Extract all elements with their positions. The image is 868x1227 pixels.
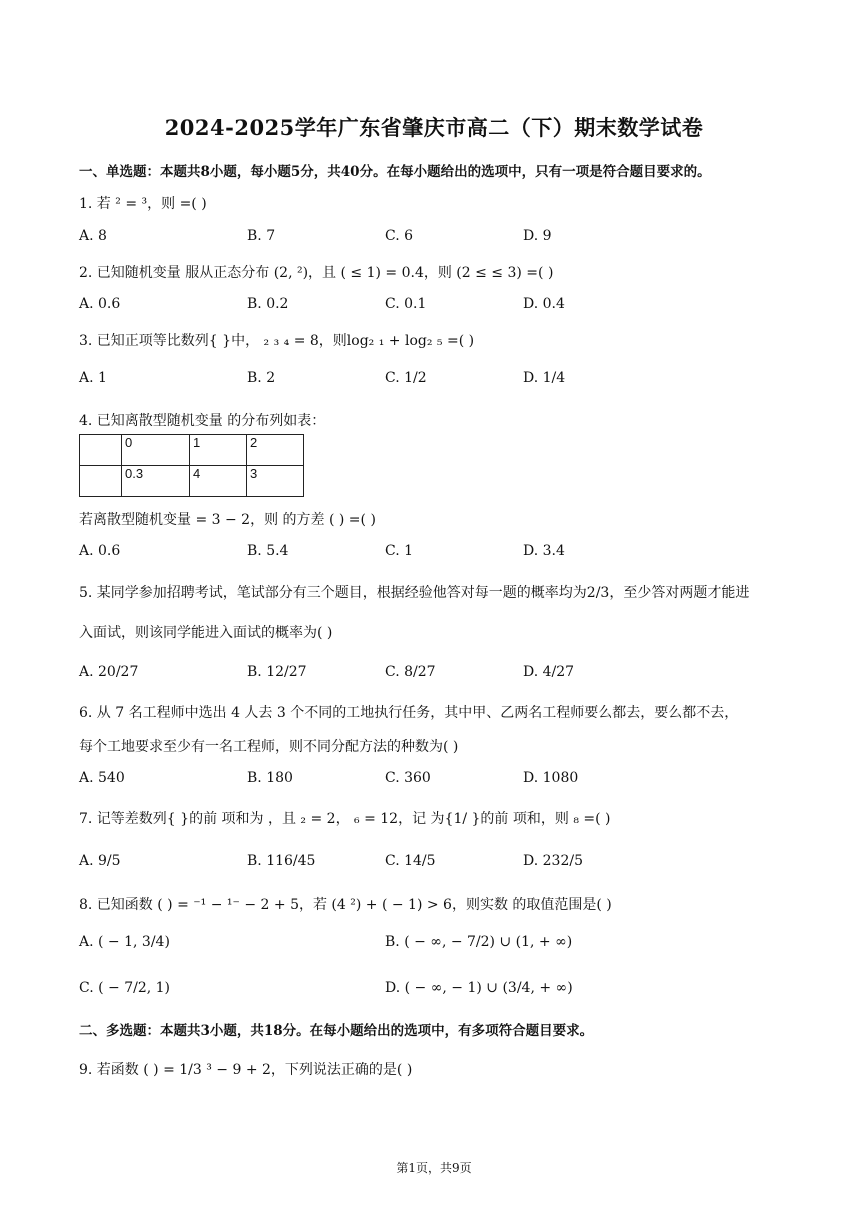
question-5-option-a[interactable]: A. 20/27 [79,664,139,680]
question-7-option-a[interactable]: A. 9/5 [79,853,121,869]
question-8-options-row2 [79,980,799,1004]
question-6-option-b[interactable]: B. 180 [247,770,293,786]
question-8-options-row1 [79,934,799,958]
question-2-option-d[interactable]: D. 0.4 [523,296,565,312]
question-4-follow: 若离散型随机变量 = 3 − 2，则 的方差 ( ) =( ) [79,512,376,528]
question-3-stem: 3. 已知正项等比数列{ }中， ₂ ₃ ₄ = 8，则log₂ ₁ + log₂ ₅ =( ) [79,333,475,349]
table-cell: 2 [247,435,304,466]
distribution-table [79,434,304,497]
table-cell: 0.3 [122,466,190,497]
question-7-option-c[interactable]: C. 14/5 [385,853,436,869]
table-cell: 0 [122,435,190,466]
question-1-option-d[interactable]: D. 9 [523,228,552,244]
question-3-options [79,370,799,394]
question-6-stem-line1: 6. 从 7 名工程师中选出 4 人去 3 个不同的工地执行任务，其中甲、乙两名工程师要么都去，要么都不去， [79,705,739,721]
section-heading-single-choice: 一、单选题：本题共8小题，每小题5分，共40分。在每小题给出的选项中，只有一项是符合题目要求的。 [79,164,711,180]
table-cell: 3 [247,466,304,497]
question-5-stem-line1: 5. 某同学参加招聘考试，笔试部分有三个题目，根据经验他答对每一题的概率均为2/3，至少答对两题才能进 [79,585,750,601]
question-6-option-a[interactable]: A. 540 [79,770,125,786]
page-title: 2024-2025学年广东省肇庆市高二（下）期末数学试卷 [164,115,704,140]
question-7-option-d[interactable]: D. 232/5 [523,853,583,869]
question-2-option-b[interactable]: B. 0.2 [247,296,289,312]
question-7-options [79,853,799,877]
question-9-stem: 9. 若函数 ( ) = 1/3 ³ − 9 + 2，下列说法正确的是( ) [79,1062,413,1078]
question-4-option-c[interactable]: C. 1 [385,543,414,559]
question-5-option-b[interactable]: B. 12/27 [247,664,307,680]
table-cell [80,435,122,466]
question-7-option-b[interactable]: B. 116/45 [247,853,316,869]
page-footer: 第1页，共9页 [396,1161,472,1175]
question-3-option-d[interactable]: D. 1/4 [523,370,566,386]
question-5-options [79,664,799,688]
question-8-stem: 8. 已知函数 ( ) = ⁻¹ − ¹⁻ − 2 + 5，若 (4 ²) + ( − 1) > 6，则实数 的取值范围是( ) [79,897,612,913]
question-1-option-a[interactable]: A. 8 [79,228,107,244]
question-4-option-a[interactable]: A. 0.6 [79,543,121,559]
section-heading-multiple-choice: 二、多选题：本题共3小题，共18分。在每小题给出的选项中，有多项符合题目要求。 [79,1023,594,1039]
question-5-stem-line2: 入面试，则该同学能进入面试的概率为( ) [79,625,333,641]
table-cell: 4 [190,466,247,497]
question-2-option-a[interactable]: A. 0.6 [79,296,121,312]
question-5-option-c[interactable]: C. 8/27 [385,664,436,680]
table-cell: 1 [190,435,247,466]
question-6-options [79,770,799,794]
question-1-options [79,228,799,252]
table-cell [80,466,122,497]
question-4-option-b[interactable]: B. 5.4 [247,543,289,559]
question-4-option-d[interactable]: D. 3.4 [523,543,565,559]
question-8-option-d[interactable]: D. ( − ∞, − 1) ∪ (3/4, + ∞) [385,980,573,996]
question-7-stem: 7. 记等差数列{ }的前 项和为 ，且 ₂ = 2， ₆ = 12，记 为{1/ }的前 项和，则 ₈ =( ) [79,811,611,827]
question-1-stem: 1. 若 ² = ³，则 =( ) [79,196,207,212]
question-3-option-a[interactable]: A. 1 [79,370,107,386]
question-4-stem: 4. 已知离散型随机变量 的分布列如表： [79,413,326,429]
question-6-option-c[interactable]: C. 360 [385,770,431,786]
question-8-option-a[interactable]: A. ( − 1, 3/4) [79,934,170,950]
question-5-option-d[interactable]: D. 4/27 [523,664,575,680]
table-row [80,466,304,497]
question-3-option-b[interactable]: B. 2 [247,370,276,386]
question-6-stem-line2: 每个工地要求至少有一名工程师，则不同分配方法的种数为( ) [79,739,459,755]
question-8-option-c[interactable]: C. ( − 7/2, 1) [79,980,171,996]
question-2-stem: 2. 已知随机变量 服从正态分布 (2, ²)，且 ( ≤ 1) = 0.4，则 (2 ≤ ≤ 3) =( ) [79,265,554,281]
table-row [80,435,304,466]
question-4-options [79,543,799,567]
question-3-option-c[interactable]: C. 1/2 [385,370,427,386]
question-8-option-b[interactable]: B. ( − ∞, − 7/2) ∪ (1, + ∞) [385,934,573,950]
question-2-options [79,296,799,320]
question-2-option-c[interactable]: C. 0.1 [385,296,427,312]
question-6-option-d[interactable]: D. 1080 [523,770,579,786]
question-1-option-b[interactable]: B. 7 [247,228,276,244]
question-1-option-c[interactable]: C. 6 [385,228,414,244]
